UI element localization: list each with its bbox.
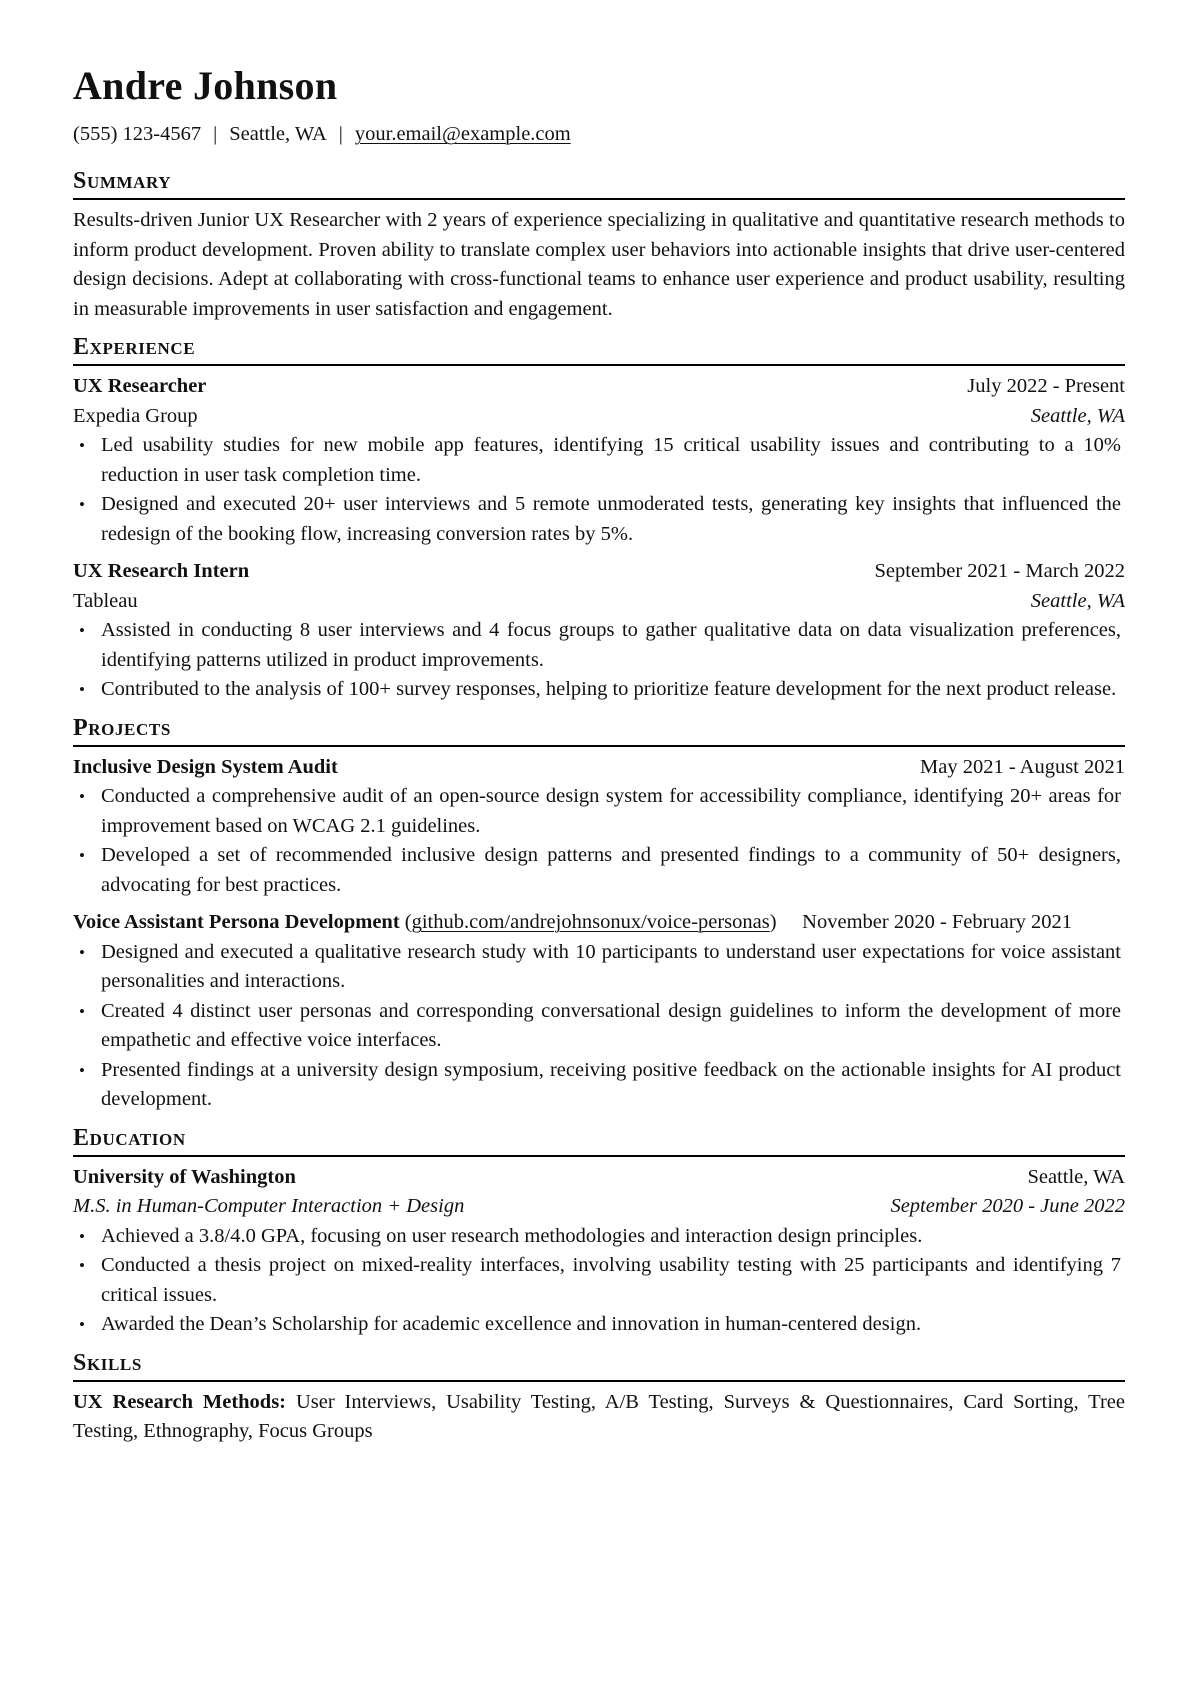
skill-category: UX Research Methods: <box>73 1390 287 1413</box>
bullet-item: • Assisted in conducting 8 user interviews and 4 focus groups to gather qualitative data on data visualization preferences, identifying patterns utilized in product improvements. <box>101 616 1125 675</box>
separator: | <box>213 123 218 145</box>
section-title-education: Education <box>73 1124 186 1151</box>
section-divider <box>73 1155 1125 1157</box>
education-section <box>73 1123 1125 1340</box>
section-title-experience: Experience <box>73 334 196 360</box>
bullet-item: • Conducted a comprehensive audit of an open-source design system for accessibility compliance, identifying 20+ areas for improvement based on WCAG 2.1 guidelines. <box>101 782 1125 841</box>
job-title: UX Research Intern <box>73 560 250 582</box>
section-divider <box>73 198 1125 200</box>
skills-section <box>73 1348 1125 1447</box>
phone: (555) 123-4567 <box>73 123 202 145</box>
school-name: University of Washington <box>73 1165 296 1188</box>
bullet-item: • Designed and executed a qualitative research study with 10 participants to understand user expectations for voice assistant personalities and interactions. <box>101 938 1125 997</box>
job-dates: July 2022 - Present <box>967 375 1125 397</box>
education-entry <box>73 1163 1125 1340</box>
section-title-projects: Projects <box>73 714 171 741</box>
bullet-item: • Contributed to the analysis of 100+ survey responses, helping to prioritize feature development for the next product release. <box>101 675 1125 705</box>
company-name: Tableau <box>73 589 138 612</box>
project-dates: May 2021 - August 2021 <box>920 755 1125 778</box>
bullet-list <box>73 431 1125 549</box>
project-header: Voice Assistant Persona Development (github.com/andrejohnsonux/voice-personas) November 2020 - February 2021 <box>73 911 1073 933</box>
project-link[interactable]: github.com/andrejohnsonux/voice-personas <box>411 911 770 933</box>
experience-section <box>73 332 1125 705</box>
experience-entry <box>73 372 1125 549</box>
location: Seattle, WA <box>229 123 327 145</box>
bullet-list <box>73 782 1125 900</box>
bullet-item: • Developed a set of recommended inclusive design patterns and presented findings to a community of 50+ designers, advocating for best practices. <box>101 841 1125 900</box>
projects-section <box>73 713 1125 1115</box>
skill-list: User Interviews, Usability Testing, A/B Testing, Surveys & Questionnaires, Card Sorting, Tree Testing, Ethnography, Focus Groups <box>73 1390 1126 1442</box>
job-dates: September 2021 - March 2022 <box>874 560 1125 582</box>
job-location: Seattle, WA <box>1030 404 1125 427</box>
project-name: Voice Assistant Persona Development <box>73 911 400 933</box>
candidate-name: Andre Johnson <box>73 63 338 108</box>
company-name: Expedia Group <box>73 404 198 427</box>
bullet-item: • Designed and executed 20+ user interviews and 5 remote unmoderated tests, generating key insights that influenced the redesign of the booking flow, increasing conversion rates by 5%. <box>101 490 1125 549</box>
separator: | <box>338 123 343 145</box>
experience-entry <box>73 557 1125 705</box>
bullet-list <box>73 938 1125 1115</box>
project-entry <box>73 908 1125 1115</box>
bullet-item: • Achieved a 3.8/4.0 GPA, focusing on user research methodologies and interaction design principles. <box>101 1222 1125 1252</box>
contact-line <box>73 120 1125 148</box>
bullet-list <box>73 616 1125 705</box>
bullet-list <box>73 1222 1125 1340</box>
section-divider <box>73 1380 1125 1382</box>
education-dates: September 2020 - June 2022 <box>890 1195 1125 1217</box>
summary-section <box>73 166 1125 324</box>
section-divider <box>73 364 1125 366</box>
school-location: Seattle, WA <box>1027 1165 1125 1188</box>
bullet-item: • Presented findings at a university design symposium, receiving positive feedback on the actionable insights for AI product development. <box>101 1056 1125 1115</box>
bullet-item: • Led usability studies for new mobile app features, identifying 15 critical usability issues and contributing to a 10% reduction in user task completion time. <box>101 431 1125 490</box>
section-title-summary: Summary <box>73 168 172 194</box>
project-name: Inclusive Design System Audit <box>73 755 338 778</box>
job-title: UX Researcher <box>73 375 207 397</box>
project-entry <box>73 753 1125 901</box>
summary-text: Results-driven Junior UX Researcher with 2 years of experience specializing in qualitative and quantitative research methods to inform product development. Proven ability to translate complex user behaviors into actionable insights that drive user-centered design decisions. Adept at collaborating with cross-functional teams to enhance user experience and product usability, resulting in measurable improvements in user satisfaction and engagement. <box>73 209 1125 320</box>
email-link[interactable]: your.email@example.com <box>354 123 571 145</box>
degree: M.S. in Human-Computer Interaction + Design <box>73 1195 465 1217</box>
project-dates: November 2020 - February 2021 <box>802 911 1073 933</box>
bullet-item: • Conducted a thesis project on mixed-reality interfaces, involving usability testing with 25 participants and identifying 7 critical issues. <box>101 1251 1125 1310</box>
section-divider <box>73 745 1125 747</box>
job-location: Seattle, WA <box>1030 589 1125 612</box>
skill-line <box>73 1388 1125 1447</box>
section-title-skills: Skills <box>73 1349 142 1376</box>
bullet-item: • Created 4 distinct user personas and corresponding conversational design guidelines to inform the development of more empathetic and effective voice interfaces. <box>101 997 1125 1056</box>
bullet-item: • Awarded the Dean’s Scholarship for academic excellence and innovation in human-centered design. <box>101 1310 1125 1340</box>
